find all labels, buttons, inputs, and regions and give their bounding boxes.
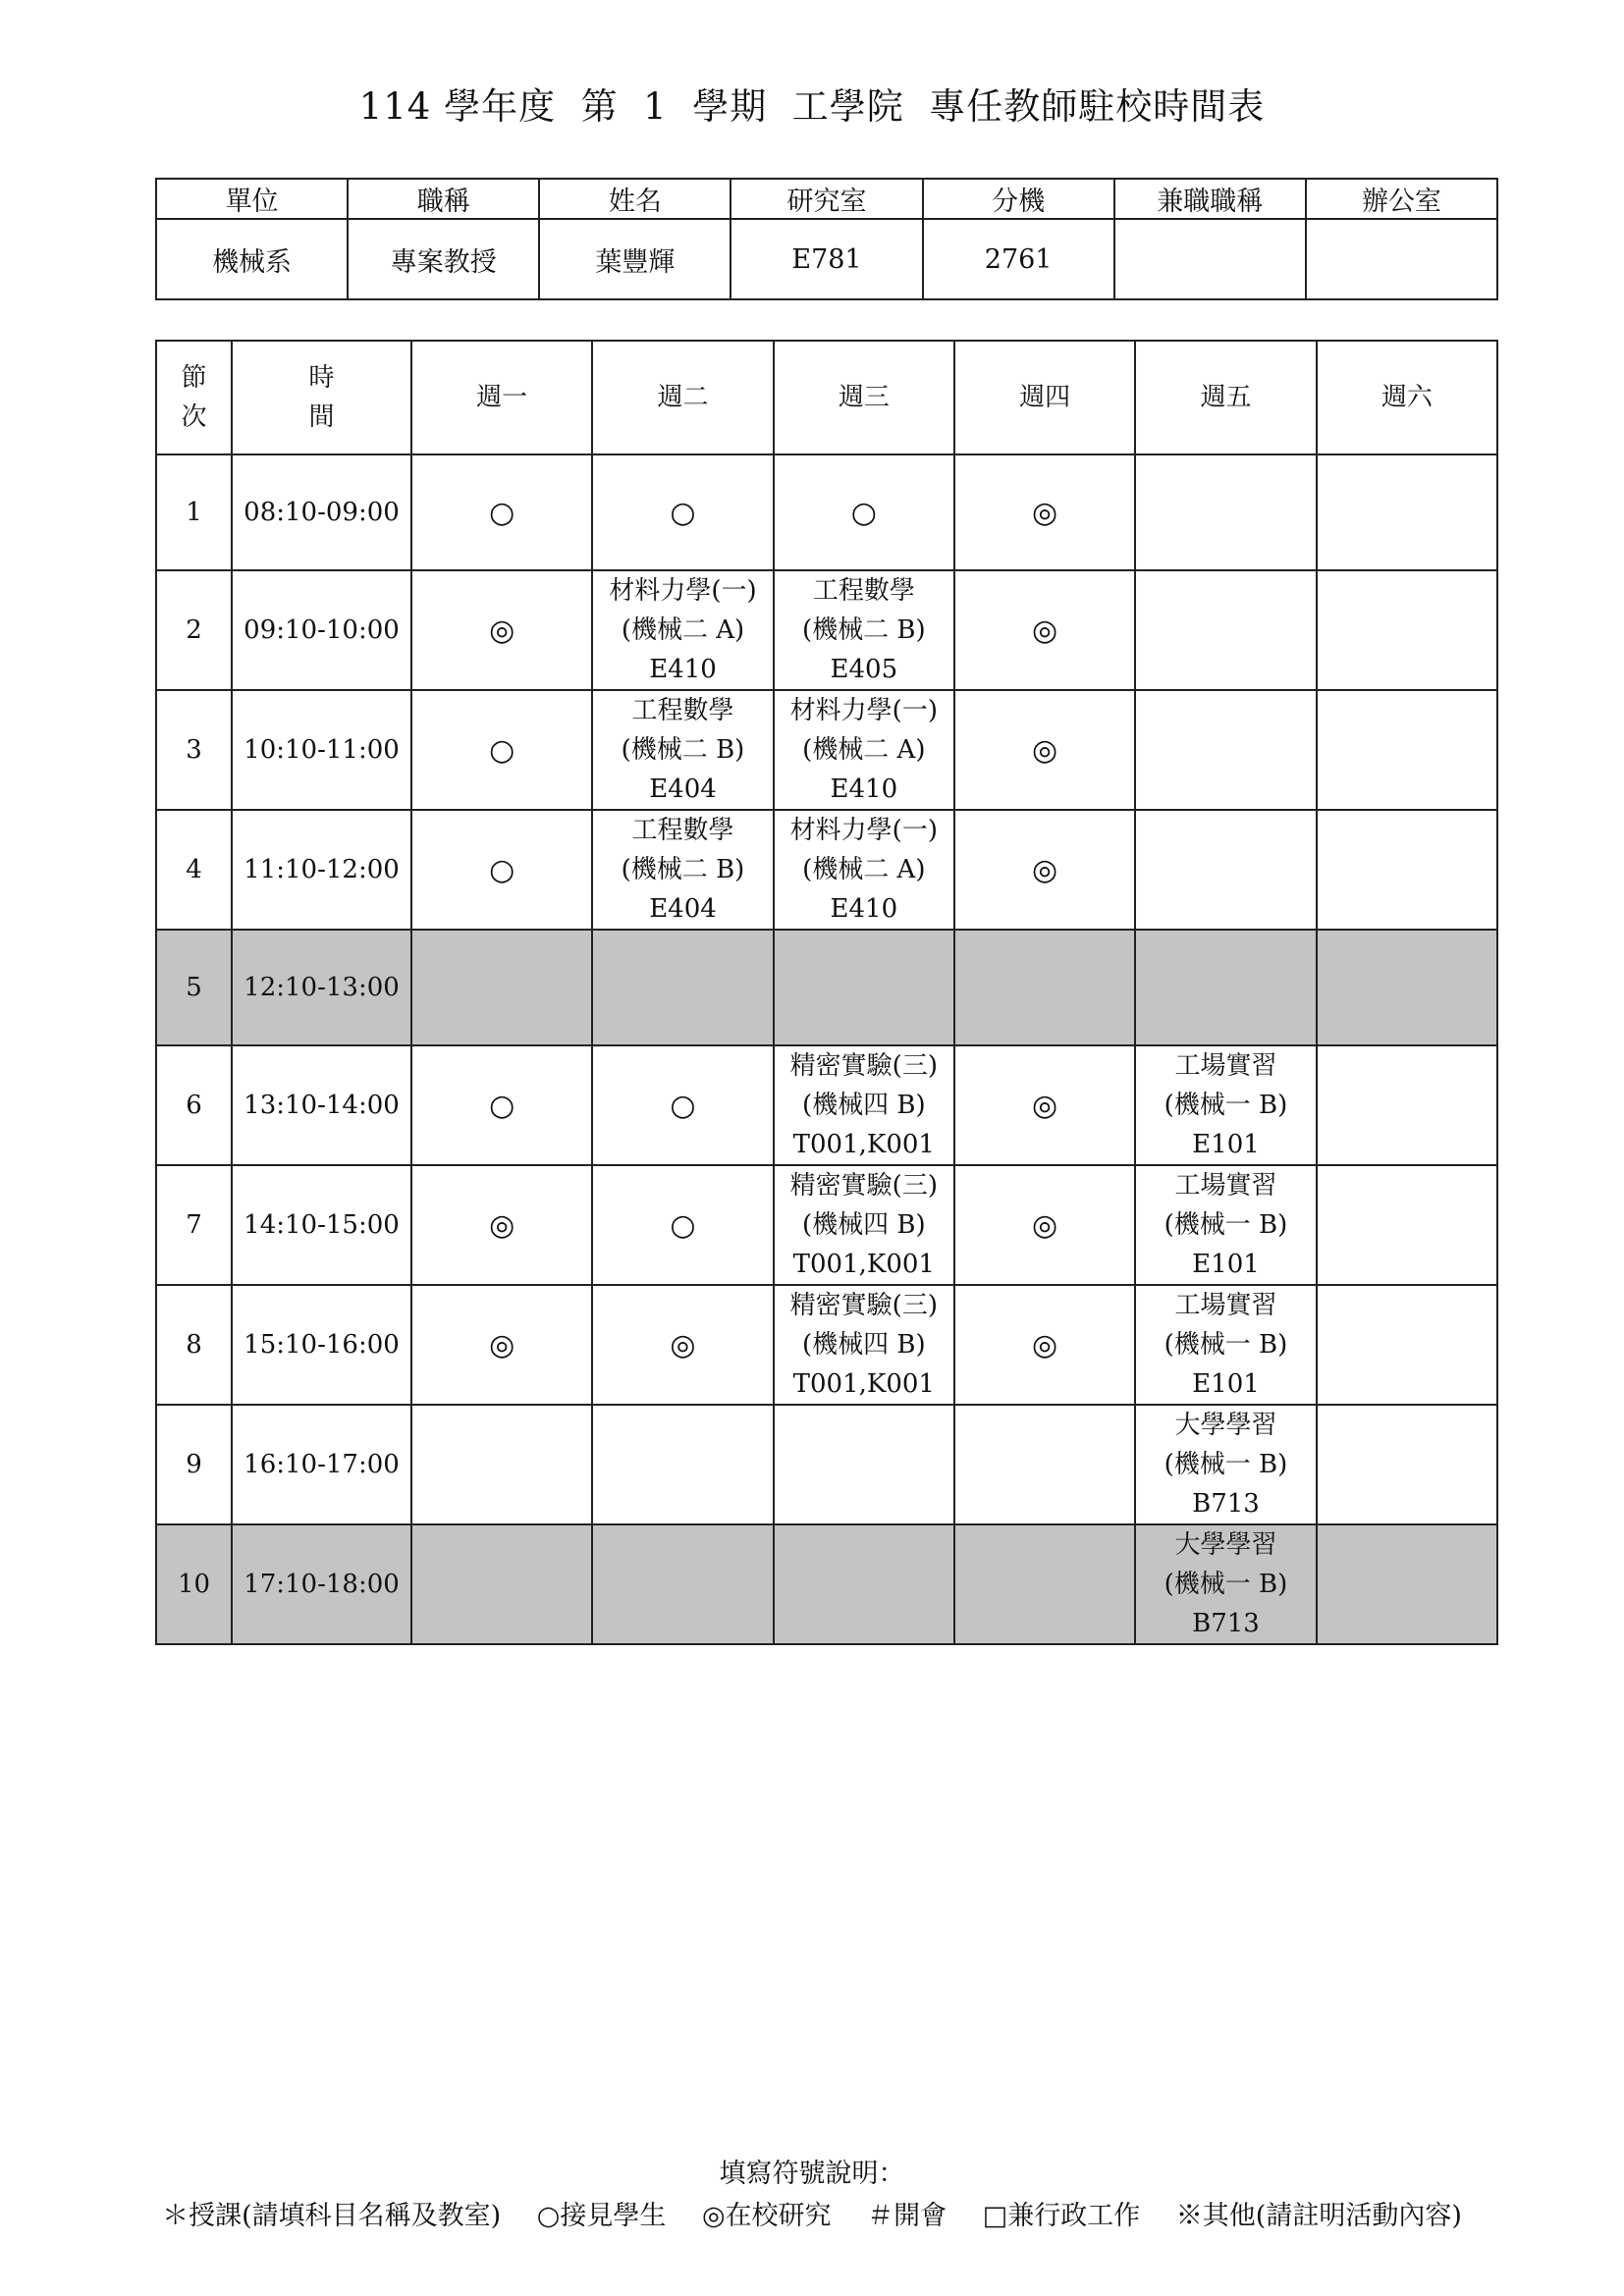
status-symbol: ○ (489, 852, 515, 887)
slot-fri (1135, 570, 1316, 690)
slot-mon (411, 1165, 592, 1285)
course-entry: 工程數學 (機械二 B) E404 (621, 696, 745, 804)
slot-mon (411, 454, 592, 570)
period-cell: 9 (156, 1405, 232, 1524)
page-title: 114 學年度 第 1 學期 工學院 專任教師駐校時間表 (358, 85, 1266, 128)
slot-tue (592, 454, 773, 570)
course-entry: 精密實驗(三) (機械四 B) T001,K001 (789, 1291, 938, 1399)
slot-thu (954, 930, 1135, 1045)
status-symbol: ◎ (1032, 1327, 1058, 1362)
slot-mon (411, 1405, 592, 1524)
period-cell: 4 (156, 810, 232, 930)
slot-fri (1135, 454, 1316, 570)
slot-tue (592, 930, 773, 1045)
slot-tue (592, 1285, 773, 1405)
status-symbol: ◎ (489, 613, 515, 648)
schedule-row (156, 1285, 1497, 1405)
slot-tue (592, 1405, 773, 1524)
status-symbol: ○ (670, 1088, 696, 1123)
slot-sat (1317, 690, 1497, 810)
slot-mon (411, 1524, 592, 1644)
slot-wed (774, 1165, 954, 1285)
period-cell: 2 (156, 570, 232, 690)
legend-research: ◎在校研究 (701, 2201, 832, 2231)
course-entry: 工場實習 (機械一 B) E101 (1164, 1051, 1288, 1159)
slot-fri (1135, 930, 1316, 1045)
slot-fri (1135, 1165, 1316, 1285)
slot-mon (411, 1045, 592, 1165)
info-header-concurrent-title: 兼職職稱 (1114, 179, 1306, 219)
slot-sat (1317, 1045, 1497, 1165)
slot-tue (592, 1165, 773, 1285)
period-cell: 1 (156, 454, 232, 570)
info-title: 專案教授 (348, 219, 539, 299)
course-entry: 工程數學 (機械二 B) E404 (621, 816, 745, 924)
slot-mon (411, 810, 592, 930)
info-header-name: 姓名 (539, 179, 731, 219)
slot-thu (954, 1165, 1135, 1285)
time-cell: 10:10-11:00 (232, 690, 411, 810)
period-cell: 5 (156, 930, 232, 1045)
info-header-title: 職稱 (348, 179, 539, 219)
header-time: 時間 (232, 341, 411, 454)
period-cell: 7 (156, 1165, 232, 1285)
time-cell: 16:10-17:00 (232, 1405, 411, 1524)
status-symbol: ◎ (1032, 613, 1058, 648)
period-cell: 6 (156, 1045, 232, 1165)
slot-fri (1135, 810, 1316, 930)
slot-wed (774, 690, 954, 810)
info-concurrent-title (1114, 219, 1306, 299)
slot-wed (774, 1285, 954, 1405)
slot-fri (1135, 1285, 1316, 1405)
teacher-info-table (155, 178, 1498, 300)
schedule-row (156, 454, 1497, 570)
slot-wed (774, 930, 954, 1045)
slot-thu (954, 1045, 1135, 1165)
slot-sat (1317, 1165, 1497, 1285)
time-cell: 11:10-12:00 (232, 810, 411, 930)
header-period: 節次 (156, 341, 232, 454)
time-cell: 13:10-14:00 (232, 1045, 411, 1165)
status-symbol: ◎ (1032, 852, 1058, 887)
course-entry: 工場實習 (機械一 B) E101 (1164, 1171, 1288, 1279)
slot-mon (411, 930, 592, 1045)
slot-sat (1317, 1285, 1497, 1405)
slot-wed (774, 1524, 954, 1644)
slot-wed (774, 1405, 954, 1524)
schedule-row (156, 810, 1497, 930)
slot-fri (1135, 1524, 1316, 1644)
legend-admin-work: □兼行政工作 (982, 2201, 1141, 2231)
time-cell: 15:10-16:00 (232, 1285, 411, 1405)
slot-thu (954, 1285, 1135, 1405)
status-symbol: ○ (489, 1088, 515, 1123)
slot-sat (1317, 570, 1497, 690)
slot-fri (1135, 1405, 1316, 1524)
time-cell: 09:10-10:00 (232, 570, 411, 690)
slot-thu (954, 810, 1135, 930)
slot-wed (774, 454, 954, 570)
slot-wed (774, 1045, 954, 1165)
time-cell: 12:10-13:00 (232, 930, 411, 1045)
info-admin-office (1306, 219, 1497, 299)
slot-mon (411, 1285, 592, 1405)
legend-teaching: ＊授課(請填科目名稱及教室) (162, 2201, 502, 2231)
course-entry: 材料力學(一) (機械二 A) E410 (789, 696, 938, 804)
status-symbol: ◎ (489, 1207, 515, 1243)
legend-meeting: ＃開會 (867, 2201, 947, 2231)
course-entry: 工程數學 (機械二 B) E405 (801, 576, 926, 684)
slot-thu (954, 1524, 1135, 1644)
slot-sat (1317, 454, 1497, 570)
period-cell: 8 (156, 1285, 232, 1405)
time-cell: 17:10-18:00 (232, 1524, 411, 1644)
status-symbol: ◎ (1032, 732, 1058, 768)
time-cell: 14:10-15:00 (232, 1165, 411, 1285)
info-header-office: 研究室 (731, 179, 922, 219)
course-entry: 材料力學(一) (機械二 A) E410 (609, 576, 757, 684)
slot-thu (954, 454, 1135, 570)
course-entry: 精密實驗(三) (機械四 B) T001,K001 (789, 1171, 938, 1279)
info-extension: 2761 (923, 219, 1114, 299)
status-symbol: ○ (489, 732, 515, 768)
info-header-row (156, 179, 1497, 219)
slot-sat (1317, 1405, 1497, 1524)
course-entry: 精密實驗(三) (機械四 B) T001,K001 (789, 1051, 938, 1159)
period-cell: 3 (156, 690, 232, 810)
slot-sat (1317, 810, 1497, 930)
legend (0, 2194, 1624, 2232)
status-symbol: ○ (670, 495, 696, 530)
slot-fri (1135, 690, 1316, 810)
status-symbol: ◎ (489, 1327, 515, 1362)
slot-tue (592, 810, 773, 930)
info-unit: 機械系 (156, 219, 348, 299)
slot-tue (592, 570, 773, 690)
status-symbol: ◎ (1032, 1207, 1058, 1243)
header-wed: 週三 (774, 341, 954, 454)
slot-thu (954, 570, 1135, 690)
slot-tue (592, 1045, 773, 1165)
header-mon: 週一 (411, 341, 592, 454)
header-fri: 週五 (1135, 341, 1316, 454)
header-tue: 週二 (592, 341, 773, 454)
slot-sat (1317, 1524, 1497, 1644)
status-symbol: ○ (850, 495, 877, 530)
schedule-row (156, 690, 1497, 810)
slot-tue (592, 1524, 773, 1644)
schedule-row (156, 570, 1497, 690)
slot-thu (954, 690, 1135, 810)
schedule-row (156, 1165, 1497, 1285)
status-symbol: ○ (489, 495, 515, 530)
info-office: E781 (731, 219, 922, 299)
info-value-row (156, 219, 1497, 299)
status-symbol: ◎ (1032, 495, 1058, 530)
legend-other: ※其他(請註明活動內容) (1175, 2201, 1462, 2231)
schedule-row (156, 1045, 1497, 1165)
slot-wed (774, 810, 954, 930)
schedule-table (155, 340, 1498, 1645)
slot-sat (1317, 930, 1497, 1045)
slot-tue (592, 690, 773, 810)
slot-thu (954, 1405, 1135, 1524)
schedule-row (156, 930, 1497, 1045)
course-entry: 大學學習 (機械一 B) B713 (1164, 1411, 1288, 1519)
header-thu: 週四 (954, 341, 1135, 454)
info-name: 葉豐輝 (539, 219, 731, 299)
course-entry: 大學學習 (機械一 B) B713 (1164, 1530, 1288, 1638)
period-cell: 10 (156, 1524, 232, 1644)
course-entry: 工場實習 (機械一 B) E101 (1164, 1291, 1288, 1399)
course-entry: 材料力學(一) (機械二 A) E410 (789, 816, 938, 924)
schedule-header-row (156, 341, 1497, 454)
time-cell: 08:10-09:00 (232, 454, 411, 570)
slot-mon (411, 570, 592, 690)
legend-title: 填寫符號說明： (719, 2159, 905, 2189)
slot-fri (1135, 1045, 1316, 1165)
status-symbol: ◎ (1032, 1088, 1058, 1123)
info-header-admin-office: 辦公室 (1306, 179, 1497, 219)
info-header-extension: 分機 (923, 179, 1114, 219)
schedule-row (156, 1405, 1497, 1524)
slot-mon (411, 690, 592, 810)
info-header-unit: 單位 (156, 179, 348, 219)
schedule-row (156, 1524, 1497, 1644)
slot-wed (774, 570, 954, 690)
status-symbol: ○ (670, 1207, 696, 1243)
legend-meet-students: ○接見學生 (536, 2201, 667, 2231)
header-sat: 週六 (1317, 341, 1497, 454)
status-symbol: ◎ (670, 1327, 696, 1362)
